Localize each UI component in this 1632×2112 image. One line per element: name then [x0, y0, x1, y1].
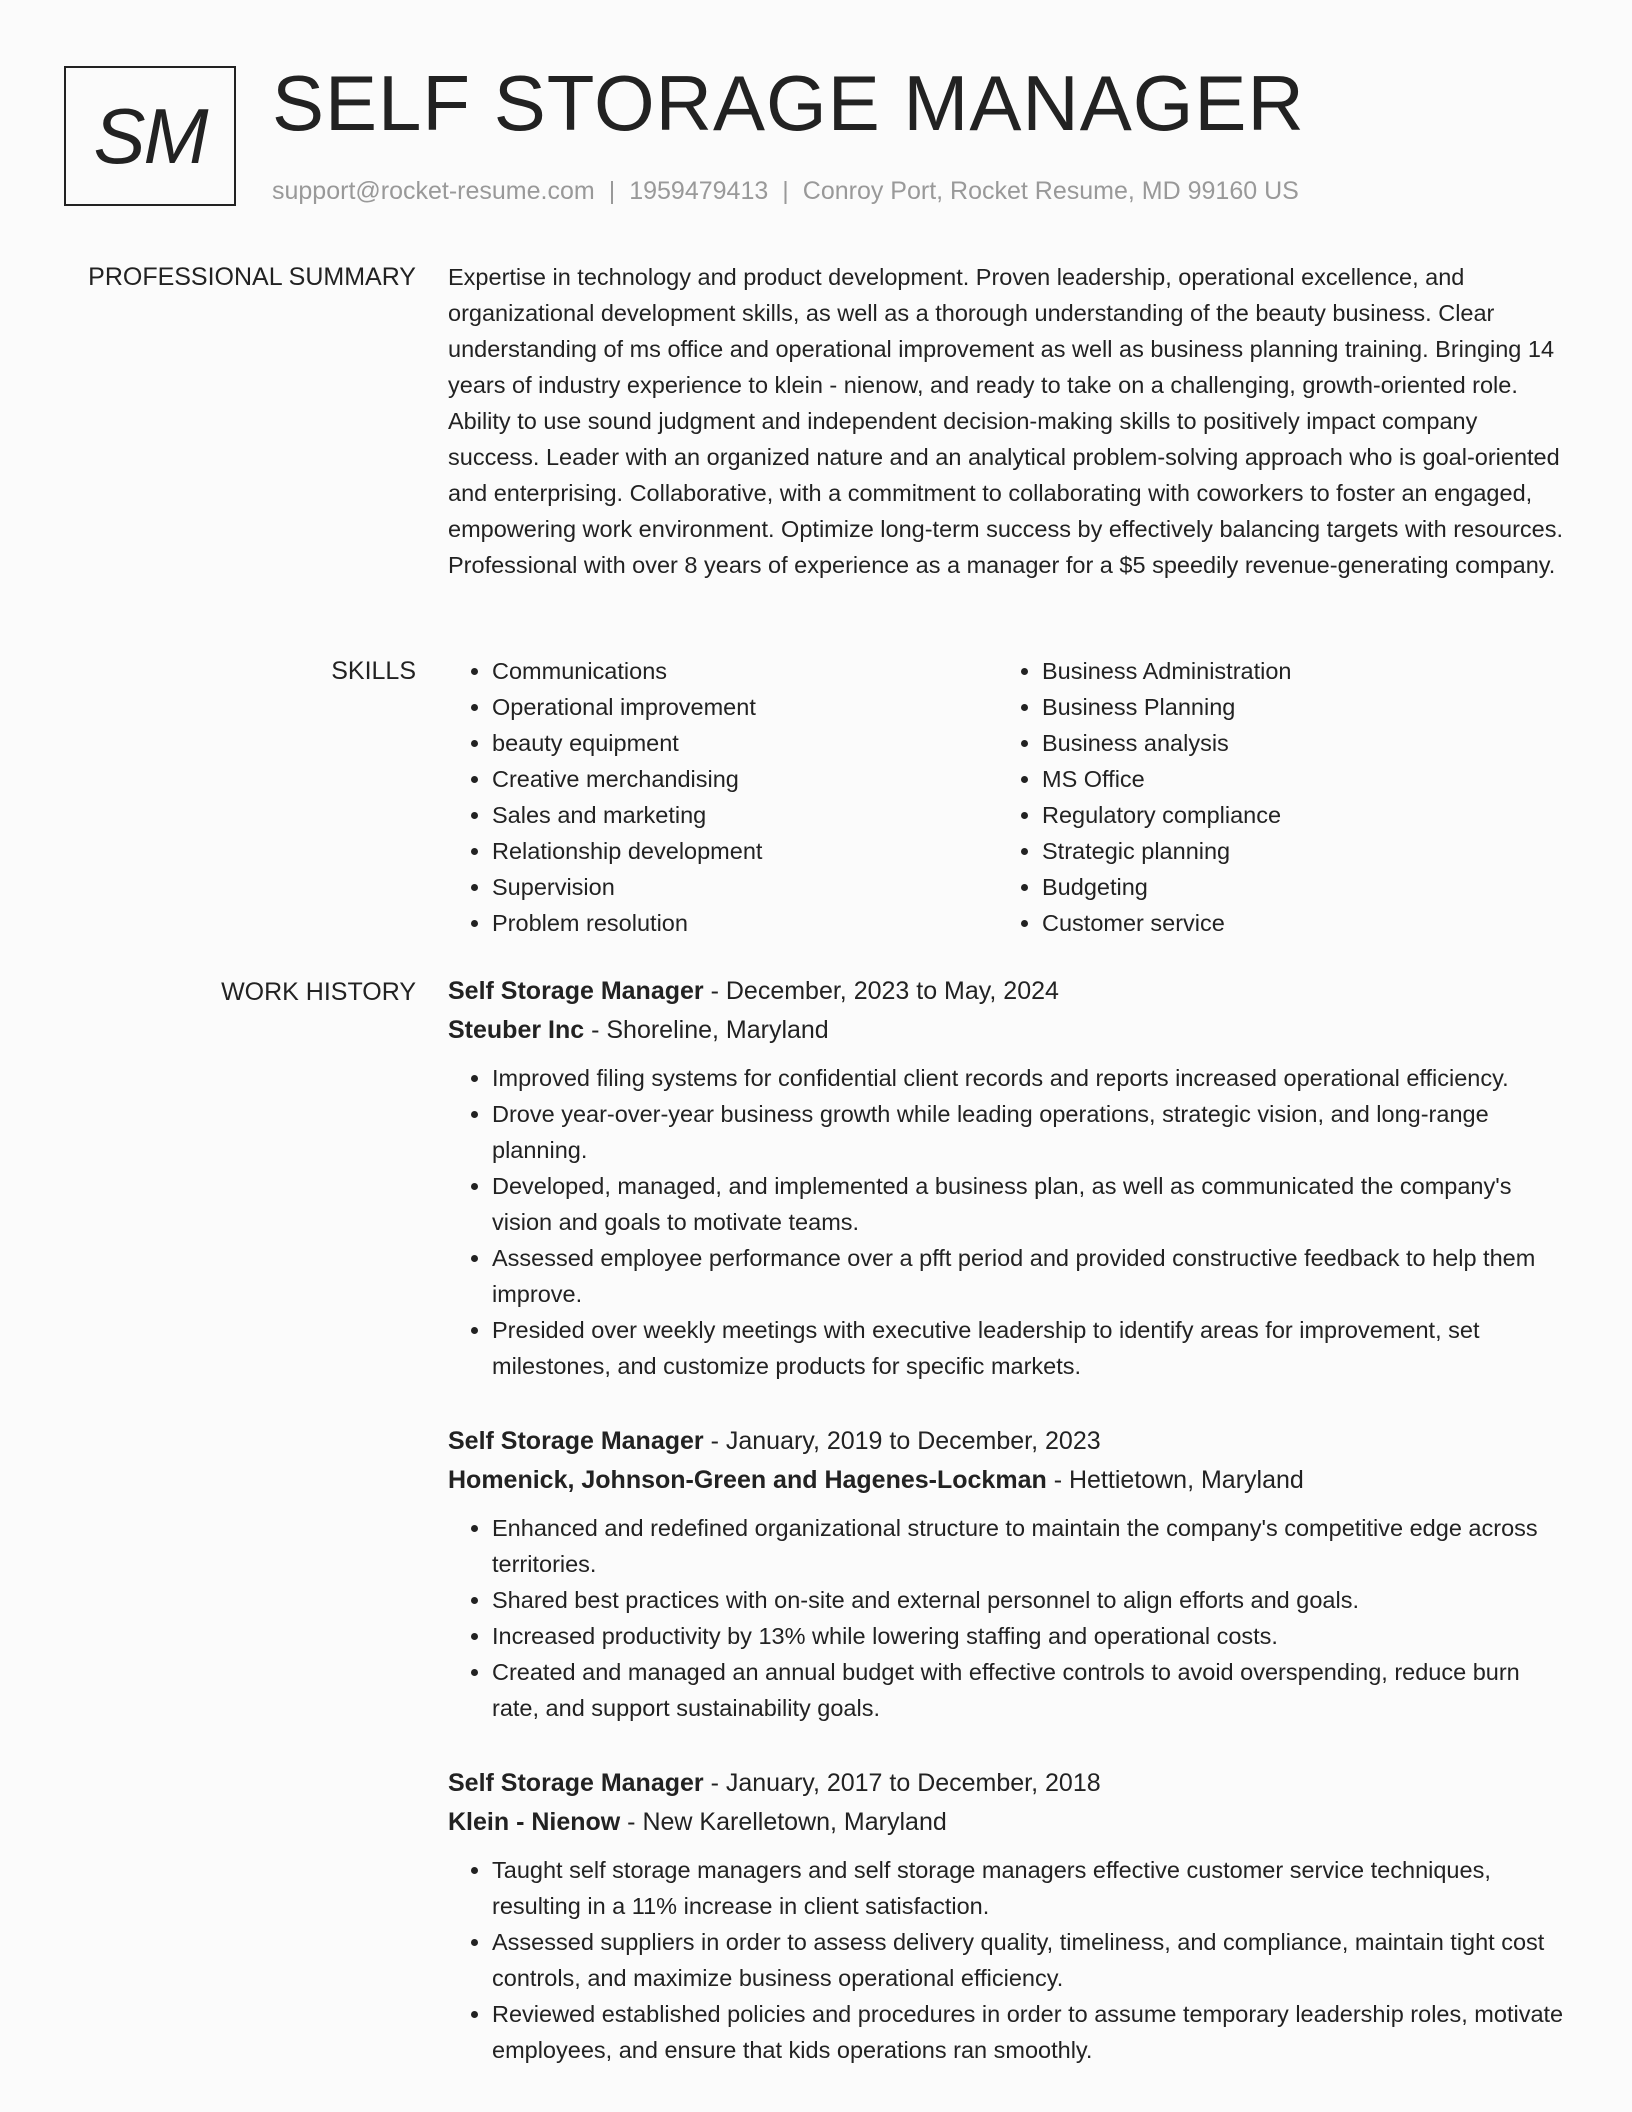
skills-list-right [998, 653, 1548, 941]
section-label-skills: SKILLS [331, 657, 416, 685]
job-title-line [448, 972, 1564, 1011]
contact-line [272, 174, 1299, 208]
job-title: Self Storage Manager [448, 977, 704, 1005]
job-bullet: • Developed, managed, and implemented a business plan, as well as communicated the company's vision and goals to motivate teams. [492, 1168, 1564, 1240]
job-title-line [448, 1764, 1564, 1803]
skill-item: • Relationship development [492, 833, 998, 869]
contact-address: Conroy Port, Rocket Resume, MD 99160 US [802, 177, 1299, 205]
section-work-history [448, 972, 1564, 2106]
job-bullet: • Shared best practices with on-site and external personnel to align efforts and goals. [492, 1582, 1564, 1618]
job-title: Self Storage Manager [448, 1769, 704, 1797]
job-bullet: • Created and managed an annual budget with effective controls to avoid overspending, reduce burn rate, and support sustainability goals. [492, 1654, 1564, 1726]
section-label-work-history: WORK HISTORY [221, 978, 416, 1006]
skill-item: • Creative merchandising [492, 761, 998, 797]
job-bullets [448, 1510, 1564, 1726]
skill-item: • beauty equipment [492, 725, 998, 761]
job-location: - Shoreline, Maryland [584, 1016, 829, 1044]
skill-item: • MS Office [1042, 761, 1548, 797]
skill-item: • Strategic planning [1042, 833, 1548, 869]
job-company-line [448, 1011, 1564, 1050]
job-bullet: • Presided over weekly meetings with executive leadership to identify areas for improvement, set milestones, and customize products for specific markets. [492, 1312, 1564, 1384]
job-dates: - January, 2017 to December, 2018 [703, 1769, 1101, 1797]
job-location: - Hettietown, Maryland [1046, 1466, 1304, 1494]
page-title: SELF STORAGE MANAGER [272, 59, 1305, 147]
skill-item: • Communications [492, 653, 998, 689]
job-company: Homenick, Johnson-Green and Hagenes-Lockman [448, 1466, 1047, 1494]
skill-item: • Regulatory compliance [1042, 797, 1548, 833]
section-skills [448, 653, 1564, 941]
job-title-line [448, 1422, 1564, 1461]
job-bullet: • Reviewed established policies and procedures in order to assume temporary leadership roles, motivate employees, and ensure that kids operations ran smoothly. [492, 1996, 1564, 2068]
job-company-line [448, 1461, 1564, 1500]
job-bullets [448, 1060, 1564, 1384]
job-title: Self Storage Manager [448, 1427, 704, 1455]
skill-item: • Problem resolution [492, 905, 998, 941]
skill-item: • Business Planning [1042, 689, 1548, 725]
skill-item: • Supervision [492, 869, 998, 905]
contact-phone[interactable]: 1959479413 [629, 177, 769, 205]
skill-item: • Business Administration [1042, 653, 1548, 689]
job-bullet: • Improved filing systems for confidential client records and reports increased operational efficiency. [492, 1060, 1564, 1096]
section-summary [448, 259, 1564, 583]
contact-separator: | [608, 177, 616, 205]
job-bullets [448, 1852, 1564, 2068]
job-company: Klein - Nienow [448, 1808, 621, 1836]
skills-list-left [448, 653, 998, 941]
contact-separator: | [782, 177, 789, 205]
job-entry [448, 972, 1564, 1384]
job-dates: - January, 2019 to December, 2023 [703, 1427, 1101, 1455]
contact-email[interactable]: support@rocket-resume.com [272, 177, 595, 205]
job-entry [448, 1764, 1564, 2068]
skill-item: • Business analysis [1042, 725, 1548, 761]
job-bullet: • Taught self storage managers and self storage managers effective customer service techniques, resulting in a 11% increase in client satisfaction. [492, 1852, 1564, 1924]
job-company-line [448, 1803, 1564, 1842]
job-bullet: • Assessed suppliers in order to assess delivery quality, timeliness, and compliance, maintain tight cost controls, and maximize business operational efficiency. [492, 1924, 1564, 1996]
skill-item: • Budgeting [1042, 869, 1548, 905]
skill-item: • Operational improvement [492, 689, 998, 725]
job-bullet: • Assessed employee performance over a pfft period and provided constructive feedback to help them improve. [492, 1240, 1564, 1312]
job-bullet: • Increased productivity by 13% while lowering staffing and operational costs. [492, 1618, 1564, 1654]
job-entry [448, 1422, 1564, 1726]
skill-item: • Customer service [1042, 905, 1548, 941]
section-label-summary: PROFESSIONAL SUMMARY [88, 263, 416, 291]
skills-columns [448, 653, 1564, 941]
summary-text: Expertise in technology and product development. Proven leadership, operational excellence, and organizational development skills, as well as a thorough understanding of the beauty business. Clear understanding of ms office and operational improvement as well as business planning training. Bringing 14 years of industry experience to klein - nienow, and ready to take on a challenging, growth-oriented role. Ability to use sound judgment and independent decision-making skills to positively impact company success. Leader with an organized nature and an analytical problem-solving approach who is goal-oriented and enterprising. Collaborative, with a commitment to collaborating with coworkers to foster an engaged, empowering work environment. Optimize long-term success by effectively balancing targets with resources. Professional with over 8 years of experience as a manager for a $5 speedily revenue-generating company. [448, 264, 1563, 578]
skill-item: • Sales and marketing [492, 797, 998, 833]
job-bullet: • Drove year-over-year business growth while leading operations, strategic vision, and long-range planning. [492, 1096, 1564, 1168]
monogram-logo: SM [64, 66, 236, 206]
job-company: Steuber Inc [448, 1016, 585, 1044]
job-location: - New Karelletown, Maryland [620, 1808, 947, 1836]
job-bullet: • Enhanced and redefined organizational structure to maintain the company's competitive edge across territories. [492, 1510, 1564, 1582]
job-dates: - December, 2023 to May, 2024 [703, 977, 1059, 1005]
